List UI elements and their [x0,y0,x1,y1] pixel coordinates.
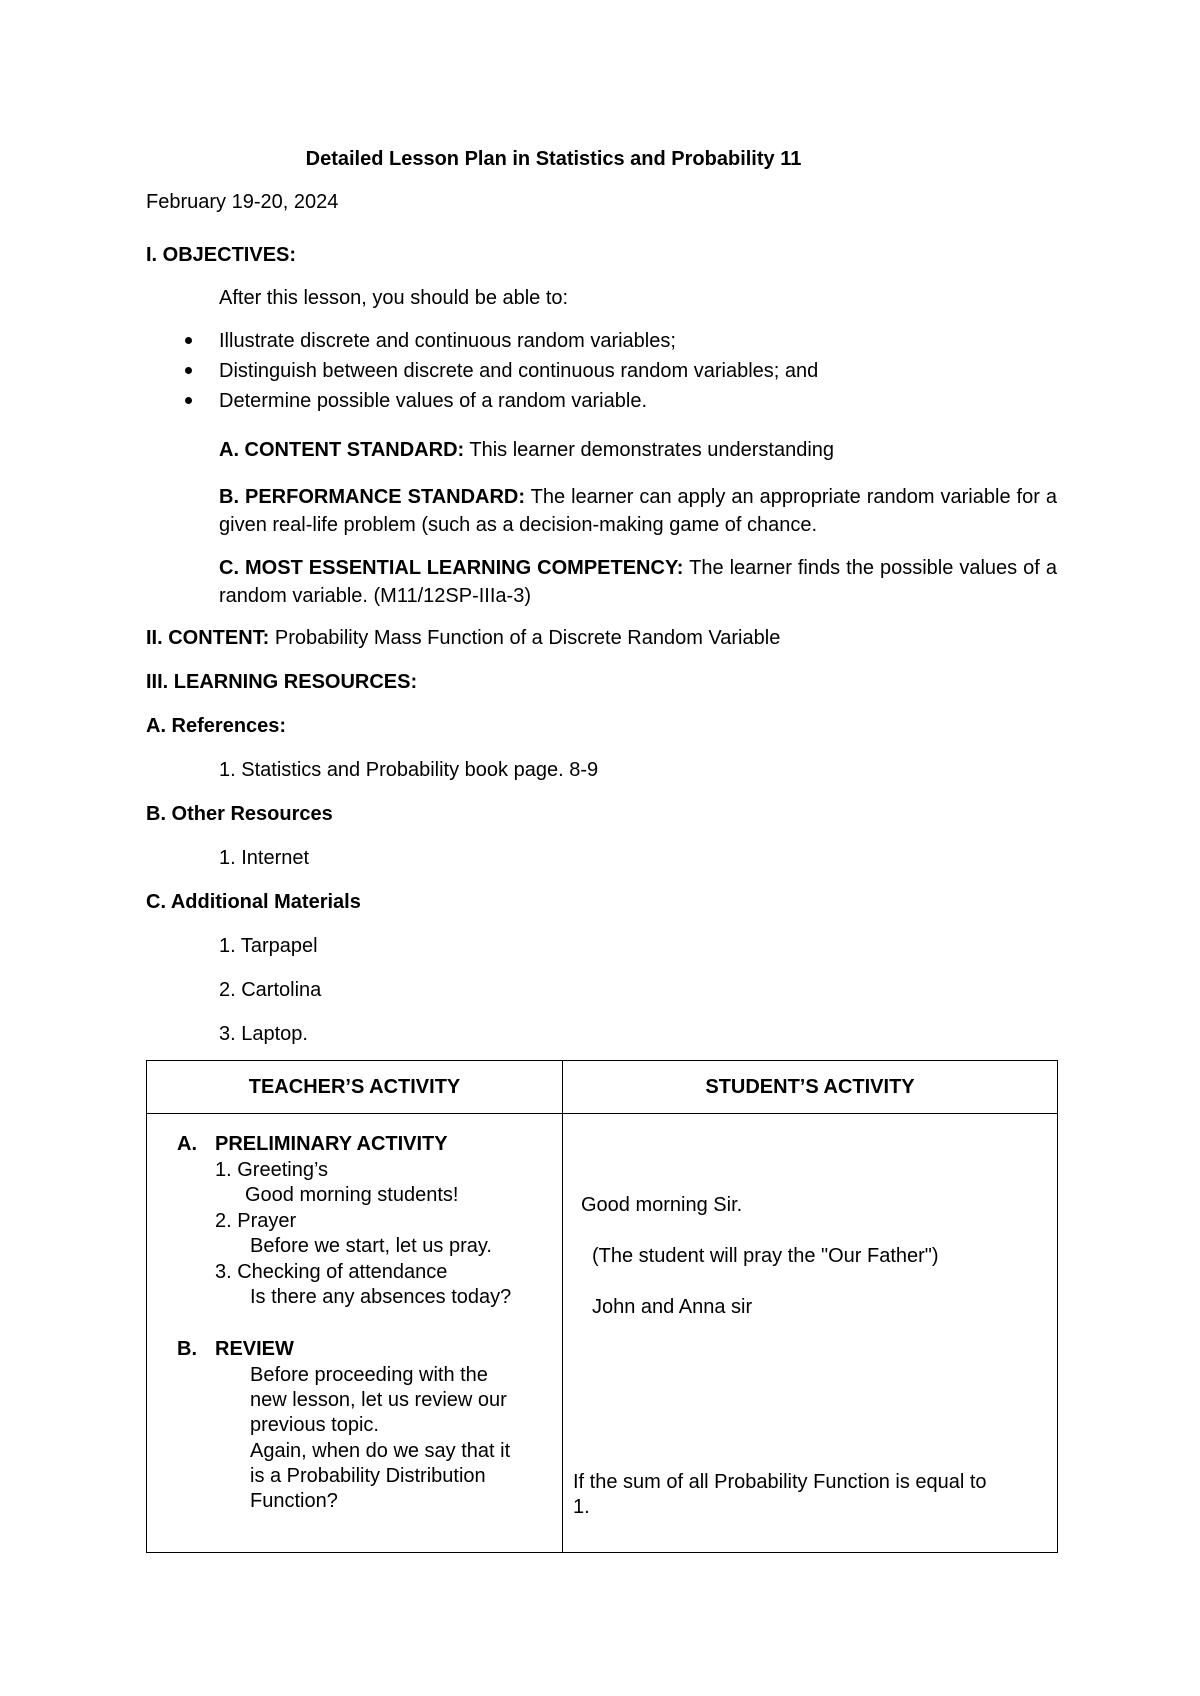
bullet-icon [185,397,192,404]
material-item: 1. Tarpapel [219,935,318,957]
student-review-line: 1. [573,1496,590,1518]
objective-item: Distinguish between discrete and continuous random variables; and [219,360,819,382]
content-standard [219,439,834,462]
objectives-intro: After this lesson, you should be able to: [219,287,569,309]
review-line: Before proceeding with the [250,1364,488,1386]
activity-table [146,1060,1058,1553]
student-attendance: John and Anna sir [592,1296,753,1318]
objectives-heading: I. OBJECTIVES: [146,244,297,266]
content-standard-text: This learner demonstrates understanding [464,439,835,461]
section-a-letter: A. [177,1133,197,1155]
references-heading: A. References: [146,715,287,737]
resources-heading: III. LEARNING RESOURCES: [146,671,418,693]
review-line: new lesson, let us review our [250,1389,507,1411]
attendance-item: 3. Checking of attendance [215,1261,448,1283]
prayer-text: Before we start, let us pray. [250,1235,492,1257]
table-row [147,1114,1058,1553]
student-review-line: If the sum of all Probability Function is equal to [573,1471,987,1493]
bullet-icon [185,337,192,344]
reference-item: 1. Statistics and Probability book page. 8-9 [219,759,599,781]
review-line: previous topic. [250,1414,379,1436]
section-a-title: PRELIMINARY ACTIVITY [215,1133,448,1155]
review-line: Function? [250,1490,338,1512]
performance-standard-text: The learner can apply an appropriate random variable for a given real-life problem (such as a decision-making game of chance. [219,486,1057,536]
student-greeting: Good morning Sir. [581,1194,743,1216]
material-item: 2. Cartolina [219,979,322,1001]
review-line: is a Probability Distribution [250,1465,486,1487]
greeting-text: Good morning students! [245,1184,459,1206]
student-activity-cell [563,1114,1058,1553]
other-resource-item: 1. Internet [219,847,310,869]
content-label: II. CONTENT: [146,627,270,649]
student-activity-header: STUDENT’S ACTIVITY [563,1061,1058,1114]
other-resources-heading: B. Other Resources [146,803,333,825]
section-b-title: REVIEW [215,1338,294,1360]
additional-materials-heading: C. Additional Materials [146,891,361,913]
student-prayer: (The student will pray the "Our Father") [592,1245,939,1267]
performance-standard [219,483,1057,539]
melc-label: C. MOST ESSENTIAL LEARNING COMPETENCY: [219,557,684,579]
melc-text: The learner finds the possible values of a random variable. (M11/12SP-IIIa-3) [219,557,1057,607]
section-b-letter: B. [177,1338,197,1360]
performance-standard-label: B. PERFORMANCE STANDARD: [219,486,526,508]
bullet-icon [185,367,192,374]
objective-item: Determine possible values of a random variable. [219,390,647,412]
prayer-item: 2. Prayer [215,1210,297,1232]
teacher-activity-cell [147,1114,563,1553]
content-section [146,627,780,650]
content-standard-label: A. CONTENT STANDARD: [219,439,465,461]
table-header-row [147,1061,1058,1114]
objective-item: Illustrate discrete and continuous random variables; [219,330,676,352]
content-text: Probability Mass Function of a Discrete Random Variable [269,627,781,649]
attendance-text: Is there any absences today? [250,1286,512,1308]
lesson-date: February 19-20, 2024 [146,191,339,213]
teacher-activity-header: TEACHER’S ACTIVITY [147,1061,563,1114]
document-title: Detailed Lesson Plan in Statistics and Probability 11 [305,148,802,170]
greeting-item: 1. Greeting’s [215,1159,329,1181]
melc [219,554,1057,610]
review-line: Again, when do we say that it [250,1440,511,1462]
material-item: 3. Laptop. [219,1023,308,1045]
